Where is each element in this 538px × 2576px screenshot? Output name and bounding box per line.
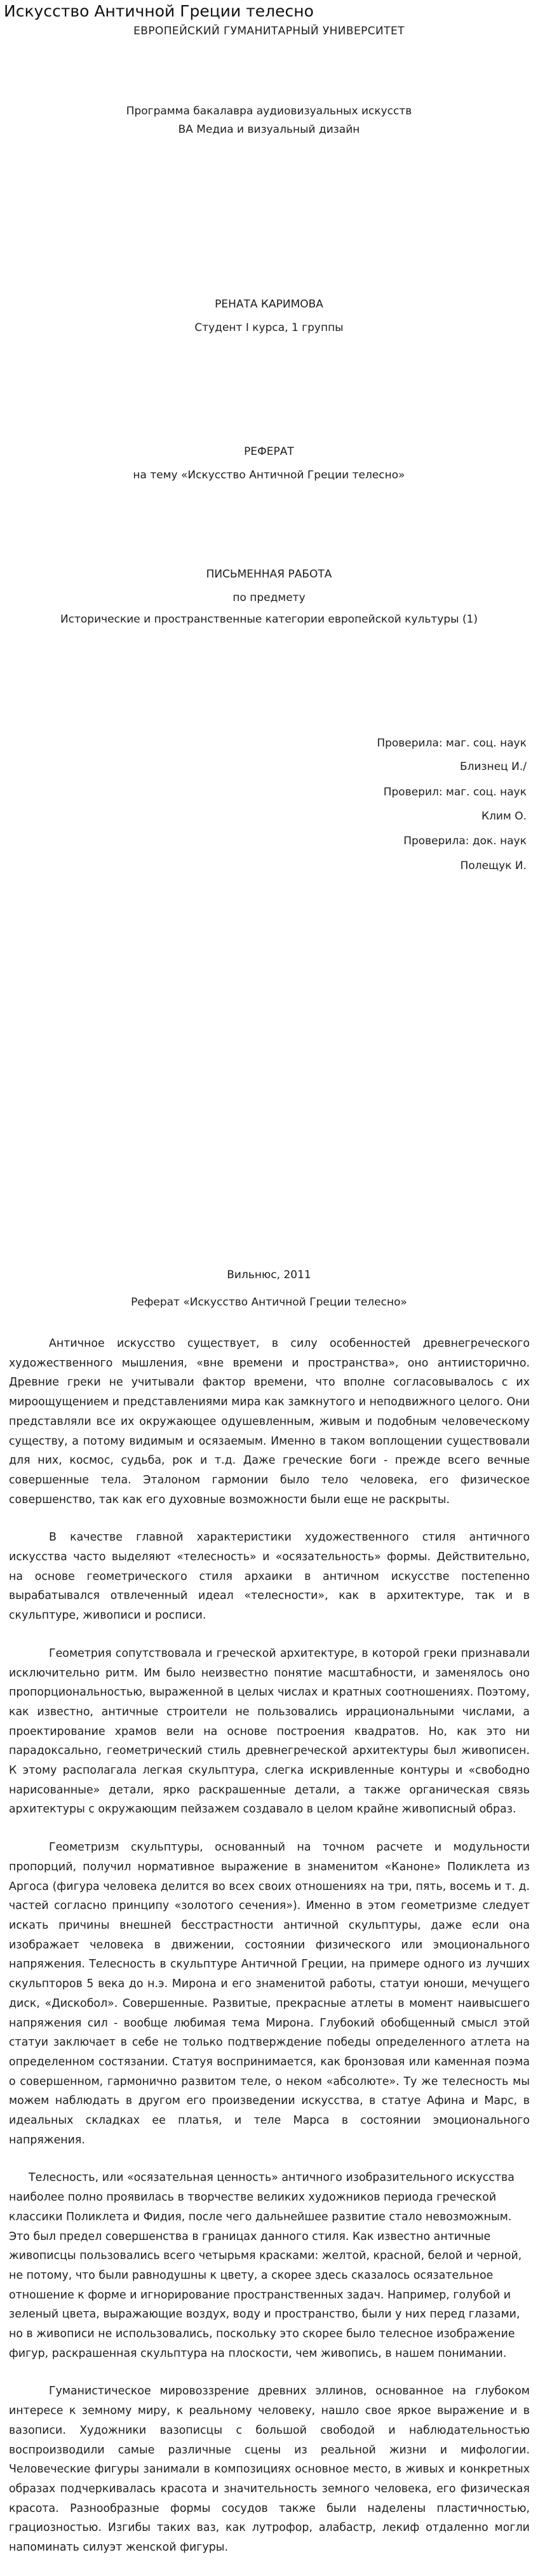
paragraph-2: В качестве главной характеристики художественного стиля античного искусства часто выделяют «телесность» и «осязательность» формы. Действительно, на основе геометрического стиля архаики в античном искусстве постепенно вырабатывался отвлеченный идеал «телесности», как в архитектуре, так и в скульптуре, живописи и росписи. (9, 1531, 530, 1622)
university-name: ЕВРОПЕЙСКИЙ ГУМАНИТАРНЫЙ УНИВЕРСИТЕТ (133, 25, 405, 37)
essay-title: Реферат «Искусство Античной Греции телесно» (131, 1296, 407, 1309)
reviewer-role-3: Проверила: док. наук (403, 835, 527, 847)
reviewer-name-1: Близнец И./ (459, 760, 527, 773)
essay-body (9, 1334, 530, 2576)
report-topic: на тему «Искусство Античной Греции телесно» (133, 469, 405, 482)
paragraph-3: Геометрия сопутствовала и греческой архитектуре, в которой греки признавали исключительно ритм. Им было неизвестно понятие масштабности, и заменялось оно пропорциональностью, выраженной в целых числах и кратных соотношениях. Поэтому, как известно, античные строители не пользовались иррациональными числами, а проектирование храмов вели на основе построения квадратов. Но, как это ни парадоксально, геометрический стиль древнегреческой архитектуры был живописен. К этому располагала легкая скульптура, слегка искривленные контуры и «свободно нарисованные» детали, ярко раскрашенные детали, а также органическая связь архитектуры с окружающим пейзажем создавало в целом крайне живописный образ. (9, 1647, 530, 1816)
paragraph-1: Античное искусство существует, в силу особенностей древнегреческого художественного мышления, «вне времени и пространства», оно антиисторично. Древние греки не учитывали фактор времени, что вполне согласовывалось с их мироощущением и представлениями мира как замкнутого и неподвижного целого. Они представляли все их окружающее одушевленным, живым и подобным человеческому существу, а потому видимым и осязаемым. Именно в таком воплощении существовали для них, космос, судьба, рок и т.д. Даже греческие боги - прежде всего вечные совершенные тела. Эталоном гармонии было тело человека, его физическое совершенство, так как его духовные возможности были еще не раскрыты. (9, 1337, 530, 1506)
paragraph-6: Гуманистическое мировоззрение древних эллинов, основанное на глубоком интересе к земному миру, к реальному человеку, нашло свое яркое выражение и в вазописи. Художники вазописцы с большой свободой и наблюдательностью воспроизводили самые различные сцены из реальной жизни и мифологии. Человеческие фигуры занимали в композициях основное место, в живых и конкретных образах подчеркивалась красота и значительность земного человека, его физическая красота. Разнообразные формы сосудов также были наделены пластичностью, грациозностью. Изгибы таких ваз, как лутрофор, алабастр, лекиф отдаленно могли напоминать силуэт женской фигуры. (9, 2385, 530, 2554)
reviewer-name-3: Полещук И. (460, 860, 527, 872)
reviewer-role-1: Проверила: маг. соц. наук (377, 737, 527, 750)
place-year: Вильнюс, 2011 (227, 1269, 311, 1281)
paragraph-5: Телесность, или «осязательная ценность» античного изобразительного искусства наиболее полно проявилась в творчестве великих художников периода греческой классики Поликлета и Фидия, после чего дальнейшее развитие стало невозможным. Это был предел совершенства в границах данного стиля. Как известно античные живописцы пользовались всего четырьмя красками: желтой, красной, белой и черной, не потому, что были равнодушны к цвету, а скорее здесь сказалось осязательное отношение к форме и игнорирование пространственных задач. Например, голубой и зеленый цвета, выражающие воздух, воду и пространство, были у них перед глазами, но в живописи не использовались, поскольку это скорее было телесное изображение фигур, раскрашенная скульптура на плоскости, чем живопись, в нашем понимании. (9, 2171, 522, 2360)
report-label: РЕФЕРАТ (244, 445, 294, 458)
written-work-label: ПИСЬМЕННАЯ РАБОТА (206, 568, 332, 581)
program-line-1: Программа бакалавра аудиовизуальных искусств (126, 105, 412, 118)
written-work-subject-label: по предмету (232, 591, 306, 604)
student-name: РЕНАТА КАРИМОВА (215, 298, 323, 311)
reviewer-name-2: Клим О. (481, 810, 527, 823)
written-work-subject: Исторические и пространственные категории европейской культуры (1) (60, 613, 478, 626)
document-title: Искусство Античной Греции телесно (4, 2, 314, 20)
program-line-2: ВА Медиа и визуальный дизайн (178, 123, 360, 136)
paragraph-4: Геометризм скульптуры, основанный на точном расчете и модульности пропорций, получил нормативное выражение в знаменитом «Каноне» Поликлета из Аргоса (фигура человека делится во всех своих отношениях на три, пять, восемь и т. д. частей согласно принципу «золотого сечения»). Именно в этом геометризме следует искать причины внешней бесстрастности античной скульптуры, даже если она изображает человека в движении, состоянии физического или эмоционального напряжения. Телесность в скульптуре Античной Греции, на примере одного из лучших скульпторов 5 века до н.э. Мирона и его знаменитой работы, статуи юноши, мечущего диск, «Дискобол». Совершенные. Развитые, прекрасные атлеты в момент наивысшего напряжения сил - вообще любимая тема Мирона. Глубокий обобщенный смысл этой статуи заключает в себе не только подтверждение победы определенного атлета на определенном состязании. Статуя воспринимается, как бронзовая или каменная поэма о совершенном, гармонично развитом теле, о неком «абсолюте». Ту же телесность мы можем наблюдать в другом его произведении искусства, в статуе Афина и Марс, в идеальных складках ее платья, и теле Марса в состоянии эмоционального напряжения. (9, 1841, 530, 2147)
student-course: Студент I курса, 1 группы (194, 321, 344, 334)
reviewer-role-2: Проверил: маг. соц. наук (383, 786, 527, 799)
